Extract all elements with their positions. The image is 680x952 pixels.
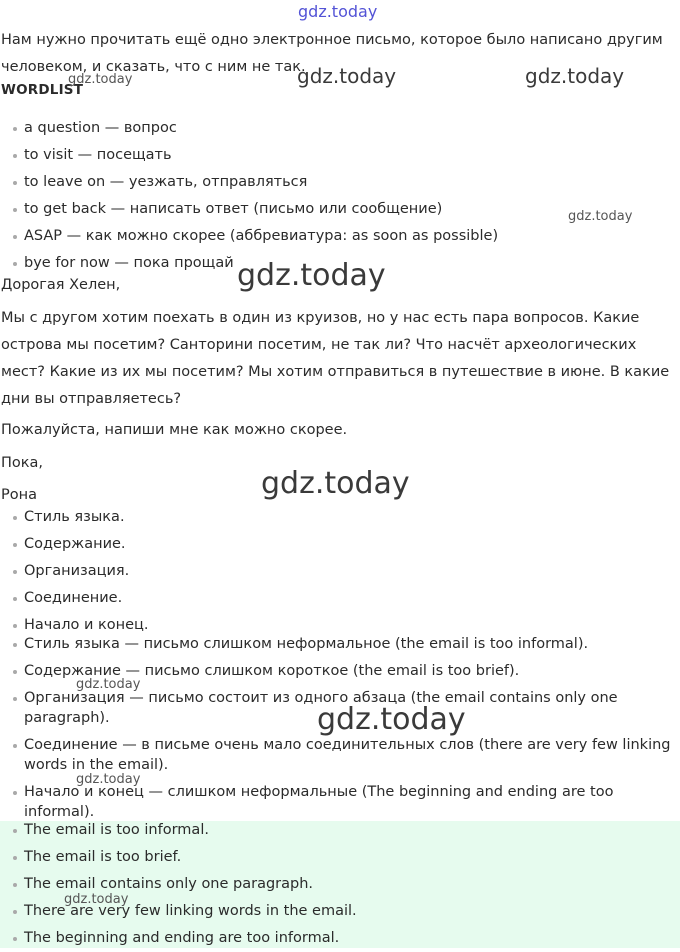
answer-item: The beginning and ending are too informal.	[0, 925, 680, 952]
letter-request: Пожалуйста, напиши мне как можно скорее.	[1, 422, 348, 438]
watermark: gdz.today	[68, 72, 133, 87]
answers-list	[0, 817, 680, 952]
criteria-item: Содержание.	[0, 531, 680, 558]
watermark: gdz.today	[525, 64, 625, 88]
watermark: gdz.today	[298, 2, 378, 21]
watermark: gdz.today	[297, 64, 397, 88]
analysis-item: Соединение — в письме очень мало соединительных слов (there are very few linking words in the email).	[0, 735, 680, 775]
wordlist-item: a question — вопрос	[0, 115, 680, 142]
letter-body: Мы с другом хотим поехать в один из круизов, но у нас есть пара вопросов. Какие острова мы посетим? Санторини посетим, не так ли? Что насчёт археологических мест? Какие из их мы посетим? Мы хотим отправиться в путешествие в июне. В какие дни вы отправляетесь?	[1, 310, 670, 407]
letter-signature: Рона	[1, 487, 37, 503]
criteria-item: Организация.	[0, 558, 680, 585]
watermark: gdz.today	[261, 466, 410, 501]
criteria-list	[0, 504, 680, 639]
watermark: gdz.today	[568, 209, 633, 224]
analysis-item: Организация — письмо состоит из одного абзаца (the email contains only one paragraph).	[0, 688, 680, 728]
answer-item: There are very few linking words in the email.	[0, 898, 680, 925]
watermark: gdz.today	[317, 702, 466, 737]
wordlist-list	[0, 115, 680, 277]
criteria-item: Начало и конец.	[0, 612, 680, 639]
wordlist-item: to get back — написать ответ (письмо или сообщение)	[0, 196, 680, 223]
analysis-item: Содержание — письмо слишком короткое (the email is too brief).	[0, 661, 680, 681]
watermark: gdz.today	[237, 258, 386, 293]
wordlist-item: to leave on — уезжать, отправляться	[0, 169, 680, 196]
watermark: gdz.today	[76, 772, 141, 787]
wordlist-item: ASAP — как можно скорее (аббревиатура: as soon as possible)	[0, 223, 680, 250]
wordlist-item: bye for now — пока прощай	[0, 250, 680, 277]
analysis-item: Стиль языка — письмо слишком неформальное (the email is too informal).	[0, 634, 680, 654]
wordlist-title: WORDLIST	[1, 82, 84, 98]
intro-text: Нам нужно прочитать ещё одно электронное письмо, которое было написано другим человеком, и сказать, что с ним не так.	[1, 32, 663, 75]
letter-greeting: Дорогая Хелен,	[1, 277, 121, 293]
letter-closing: Пока,	[1, 455, 44, 471]
answer-item: The email is too brief.	[0, 844, 680, 871]
criteria-item: Стиль языка.	[0, 504, 680, 531]
watermark: gdz.today	[64, 892, 129, 907]
answer-item: The email is too informal.	[0, 817, 680, 844]
analysis-item: Начало и конец — слишком неформальные (The beginning and ending are too informal).	[0, 782, 680, 822]
criteria-item: Соединение.	[0, 585, 680, 612]
watermark: gdz.today	[76, 677, 141, 692]
wordlist-item: to visit — посещать	[0, 142, 680, 169]
answer-item: The email contains only one paragraph.	[0, 871, 680, 898]
